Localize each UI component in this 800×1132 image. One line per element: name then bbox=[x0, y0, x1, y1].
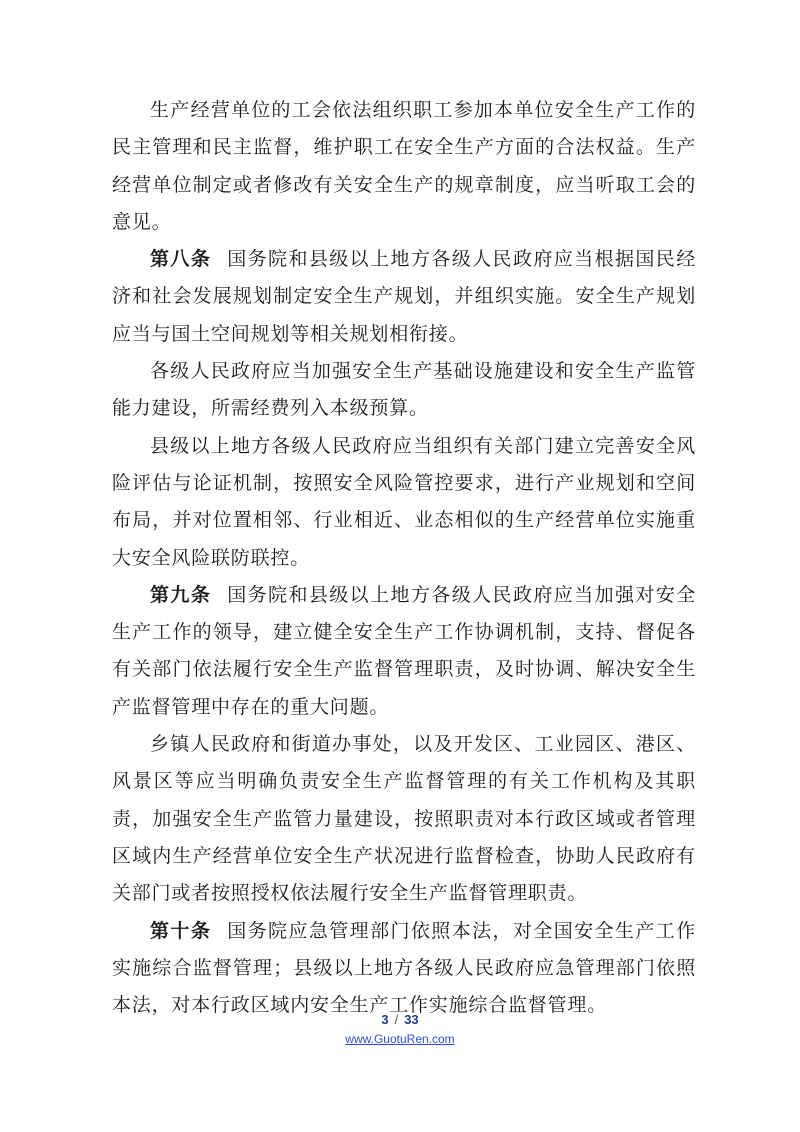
paragraph bbox=[112, 92, 696, 241]
article-paragraph bbox=[112, 913, 696, 1025]
paragraph-text: 县级以上地方各级人民政府应当组织有关部门建立完善安全风险评估与论证机制，按照安全风险管控要求，进行产业规划和空间布局，并对位置相邻、行业相近、业态相似的生产经营单位实施重大安全风险联防联控。 bbox=[112, 434, 696, 569]
page-number bbox=[0, 1012, 800, 1027]
page-current: 3 bbox=[381, 1012, 389, 1027]
paragraph bbox=[112, 428, 696, 577]
paragraph-text: 各级人民政府应当加强安全生产基础设施建设和安全生产监管能力建设，所需经费列入本级预算。 bbox=[112, 360, 696, 420]
page-separator: / bbox=[394, 1012, 399, 1027]
paragraph-text: 国务院和县级以上地方各级人民政府应当根据国民经济和社会发展规划制定安全生产规划，并组织实施。安全生产规划应当与国土空间规划等相关规划相衔接。 bbox=[112, 248, 697, 345]
article-paragraph bbox=[112, 241, 696, 353]
article-heading: 第十条 bbox=[150, 919, 212, 942]
paragraph bbox=[112, 353, 696, 428]
article-paragraph bbox=[112, 577, 696, 726]
paragraph-text: 国务院和县级以上地方各级人民政府应当加强对安全生产工作的领导，建立健全安全生产工作协调机制，支持、督促各有关部门依法履行安全生产监督管理职责，及时协调、解决安全生产监督管理中存在的重大问题。 bbox=[112, 583, 697, 718]
article-heading: 第九条 bbox=[150, 583, 212, 606]
article-heading: 第八条 bbox=[150, 248, 212, 271]
paragraph-text: 生产经营单位的工会依法组织职工参加本单位安全生产工作的民主管理和民主监督，维护职工在安全生产方面的合法权益。生产经营单位制定或者修改有关安全生产的规章制度，应当听取工会的意见。 bbox=[112, 99, 696, 233]
website-link[interactable]: www.GuotuRen.com bbox=[345, 1032, 455, 1046]
document-body bbox=[112, 92, 696, 1024]
paragraph-text: 乡镇人民政府和街道办事处，以及开发区、工业园区、港区、风景区等应当明确负责安全生产监督管理的有关工作机构及其职责，加强安全生产监管力量建设，按照职责对本行政区域或者管理区域内生产经营单位安全生产状况进行监督检查，协助人民政府有关部门或者按照授权依法履行安全生产监督管理职责。 bbox=[112, 733, 696, 905]
page-total: 33 bbox=[404, 1012, 419, 1027]
paragraph-text: 国务院应急管理部门依照本法，对全国安全生产工作实施综合监督管理；县级以上地方各级人民政府应急管理部门依照本法，对本行政区域内安全生产工作实施综合监督管理。 bbox=[112, 919, 697, 1017]
paragraph bbox=[112, 726, 696, 912]
